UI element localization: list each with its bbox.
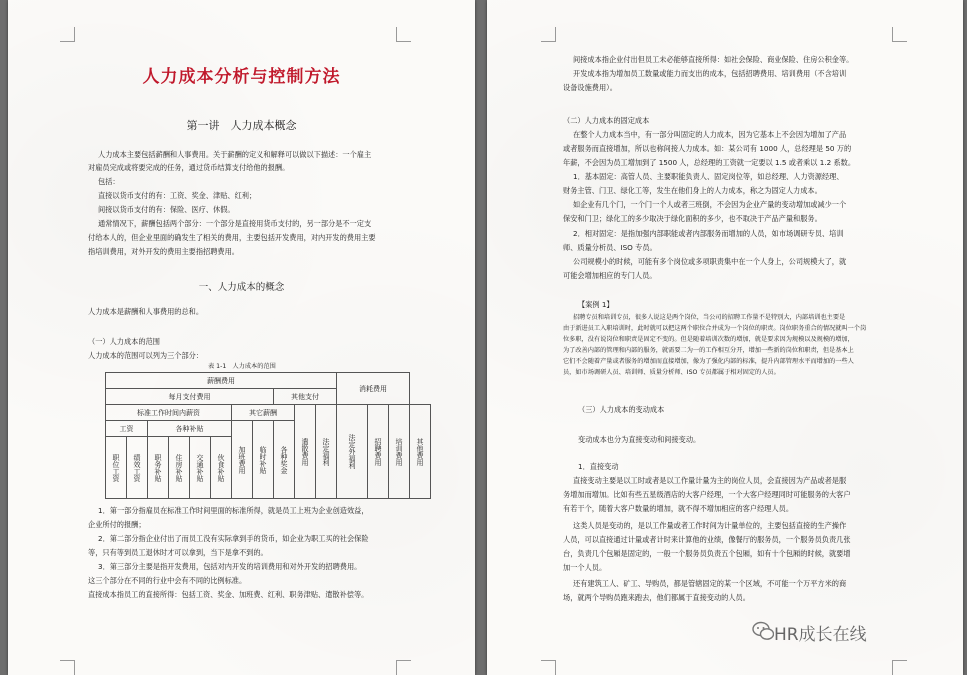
- paragraph-line: 可能会增加相应的专门人员。: [563, 271, 657, 280]
- document-page-left[interactable]: [8, 0, 475, 675]
- watermark-text: HR成长在线: [774, 625, 867, 645]
- table-header: 工资: [106, 421, 148, 437]
- paragraph-line: 变动成本也分为直接变动和间接变动。: [578, 435, 701, 444]
- paragraph-line: 间接以货币支付的有：保险、医疗、休假。: [98, 205, 235, 214]
- paragraph-line: 直接变动主要是以工时或者是以工作量计量为主的岗位人员，会直接因为产品或者是服: [573, 476, 847, 485]
- paragraph-line: 指培训费用，对外开发的费用主要指招聘费用。: [88, 247, 239, 256]
- paragraph-line: 如企业有几个门，一个门一个人或者三班倒，不会因为企业产量的变动增加或减少一个: [573, 200, 847, 209]
- table-header: 各种补贴: [148, 421, 232, 437]
- paragraph-line: 1．直接变动: [578, 462, 619, 471]
- paragraph-line: 3．第三部分主要是指开发费用，包括对内开发的培训费用和对外开发的招聘费用。: [98, 562, 362, 571]
- case-line: 员，如市场调研人员、培训师、质量分析师、ISO 专员都属于相对固定的人员。: [563, 369, 780, 376]
- section-heading: 一、人力成本的概念: [198, 282, 285, 293]
- table-cell: 其他费用: [410, 405, 431, 499]
- paragraph-line: 企业所付的报酬；: [88, 520, 146, 529]
- table-cell: 法定外福利: [337, 405, 368, 499]
- page-corner-mark: [396, 660, 411, 675]
- paragraph-line: 2．第二部分指企业付出了而员工没有实际拿到手的货币，如企业为职工买的社会保险: [98, 534, 369, 543]
- paragraph-line: 加一个人员。: [563, 563, 607, 572]
- page-corner-mark: [541, 27, 556, 42]
- paragraph-line: 直接以货币支付的有：工资、奖金、津贴、红利；: [98, 191, 257, 200]
- paragraph-line: 人力成本的范围可以列为三个部分：: [88, 351, 204, 360]
- table-header: 标准工作时间内薪资: [106, 405, 232, 421]
- table-cell: 住房补贴: [169, 437, 190, 499]
- paragraph-line: 1．第一部分指雇员在标准工作时间里面的标准所得，就是员工上班为企业创造效益，: [98, 506, 369, 515]
- paragraph-line: 付给本人的，但企业里面的确发生了相关的费用，主要包括开发费用，对内开发的费用主要: [88, 233, 376, 242]
- table-cell: 交通补贴: [190, 437, 211, 499]
- table-cell: 临时补贴: [253, 421, 274, 499]
- paragraph-line: 在整个人力成本当中，有一部分叫固定的人力成本，因为它基本上不会因为增加了产品: [573, 130, 847, 139]
- paragraph-line: 台，负责几个包厢是固定的，一般一个服务员负责五个包厢，如有十个包厢的时候，就要增: [563, 549, 851, 558]
- subsection-heading: （一）人力成本的范围: [88, 337, 160, 346]
- case-line: 招聘专员和培训专员，很多人说这是两个岗位，当公司的招聘工作量不是特别大，内部培训也主要是: [573, 314, 846, 321]
- paragraph-line: 财务主管、门卫、绿化工等，发生在他们身上的人力成本，称之为固定人力成本。: [563, 186, 822, 195]
- paragraph-line: 保安和门卫；绿化工的多少取决于绿化面积的多少，也不取决于产品产量和服务。: [563, 214, 822, 223]
- case-line: 由于新进员工入职培训时，此时就可以把这两个职位合并成为一个岗位的职责。岗位职务重合的情况就叫一个岗: [563, 325, 867, 332]
- paragraph-line: 对雇员完成或将要完成的任务，通过货币结算支付给他的报酬。: [88, 163, 290, 172]
- table-cell: 职务补贴: [148, 437, 169, 499]
- paragraph-line: 直接成本指员工的直接所得：包括工资、奖金、加班费、红利、职务津贴、遣散补偿等。: [88, 590, 369, 599]
- page-corner-mark: [541, 660, 556, 675]
- case-line: 它们不会随着产量或者服务的增加而直接增加，像为了强化内部的标准，提升内部管理水平而增加的一些人: [563, 358, 854, 365]
- subsection-heading: （三）人力成本的变动成本: [578, 405, 665, 414]
- paragraph-line: 间接成本指企业付出但员工未必能够直接所得：如社会保险、商业保险、住房公积金等。: [573, 55, 854, 64]
- paragraph-line: 场，就两个导购员跑来跑去，他们都属于直接变动的人员。: [563, 593, 750, 602]
- paragraph-line: 包括：: [98, 177, 120, 186]
- paragraph-line: 年薪，不会因为员工增加到了 1500 人，总经理的工资就一定要以 1.5 或者乘以 1.2 系数。: [563, 158, 856, 167]
- paragraph-line: 人力成本主要包括薪酬和人事费用。关于薪酬的定义和解释可以做以下描述：一个雇主: [98, 150, 372, 159]
- table-cell: 伙食补贴: [211, 437, 232, 499]
- table-cell: 培训费用: [389, 405, 410, 499]
- table-header: 薪酬费用: [106, 373, 337, 389]
- paragraph-line: 还有建筑工人、矿工、导购员，都是管辖固定的某一个区域，不可能一个万平方米的商: [573, 579, 847, 588]
- document-title: 人力成本分析与控制方法: [142, 67, 341, 87]
- table-cell: 遣散费用: [295, 405, 316, 499]
- paragraph-line: 这类人员是变动的，是以工作量或者工作时间为计量单位的，主要包括直接的生产操作: [573, 521, 847, 530]
- table-cell: 招聘费用: [368, 405, 389, 499]
- case-line: 位多职，没有说岗位和职责是固定不变的。但是随着培训次数的增加，就是要求因为规模以及规模的增加，: [563, 336, 854, 343]
- table-cell: 各种奖金: [274, 421, 295, 499]
- paragraph-line: 或者服务而直接增加，所以也称间接人力成本。如：某公司有 1000 人，总经理是 50 万的: [563, 144, 852, 153]
- paragraph-line: 务增加而增加。比如有些五星级酒店的大客户经理，一个大客户经理同时可能服务的大客户: [563, 490, 851, 499]
- paragraph-line: 通常情况下，薪酬包括两个部分：一个部分是直接用货币支付的，另一部分是不一定支: [98, 219, 372, 228]
- case-title: 【案例 1】: [578, 300, 614, 309]
- table-header: 消耗费用: [337, 373, 410, 405]
- page-corner-mark: [60, 660, 75, 675]
- table-header: 其它薪酬: [232, 405, 295, 421]
- table-cell: 加班费用: [232, 421, 253, 499]
- paragraph-line: 人员，可以直接通过计量或者计时来计算他的业绩，像餐厅的服务员，一个服务员负责几张: [563, 535, 851, 544]
- paragraph-line: 1．基本固定：高管人员、主要职能负责人、固定岗位等，如总经理、人力资源经理、: [573, 172, 844, 181]
- subsection-heading: （二）人力成本的固定成本: [563, 116, 650, 125]
- paragraph-line: 这三个部分在不同的行业中会有不同的比例标准。: [88, 576, 247, 585]
- paragraph-line: 设备设施费用）。: [563, 83, 617, 92]
- paragraph-line: 师、质量分析员、ISO 专员。: [563, 243, 657, 252]
- table-caption: 表 1-1 人力成本的范围: [208, 363, 276, 370]
- paragraph-line: 公司规模小的时候，可能有多个岗位或多项职责集中在一个人身上，公司规模大了，就: [573, 257, 847, 266]
- paragraph-line: 人力成本是薪酬和人事费用的总和。: [88, 307, 204, 316]
- paragraph-line: 等，只有等到员工退休时才可以拿到，当下是拿不到的。: [88, 548, 268, 557]
- table-header: 其他支付: [274, 389, 337, 405]
- wechat-icon: [752, 621, 774, 641]
- lecture-heading: 第一讲 人力成本概念: [186, 119, 297, 132]
- table-cell: 绩效工资: [127, 437, 148, 499]
- paragraph-line: 开发成本指为增加员工数量或能力而支出的成本，包括招聘费用、培训费用（不含培训: [573, 69, 847, 78]
- document-page-right[interactable]: [487, 0, 963, 675]
- table-cell: 法定福利: [316, 405, 337, 499]
- table-header: 每月支付费用: [106, 389, 274, 405]
- cost-scope-table: [105, 372, 431, 499]
- page-corner-mark: [60, 27, 75, 42]
- paragraph-line: 2．相对固定：是指加强内部职能或者内部服务而增加的人员，如市场调研专员、培训: [573, 229, 844, 238]
- page-corner-mark: [892, 660, 907, 675]
- case-line: 为了改善内部的管理和内部的服务，就需要二为一的工作相互分开，增加一些新的岗位和职责，但是基本上: [563, 347, 854, 354]
- paragraph-line: 有若干个，随着大客户数量的增加，就不得不增加相应的客户经理人员。: [563, 504, 794, 513]
- page-corner-mark: [396, 27, 411, 42]
- page-corner-mark: [892, 27, 907, 42]
- table-cell: 职位工资: [106, 437, 127, 499]
